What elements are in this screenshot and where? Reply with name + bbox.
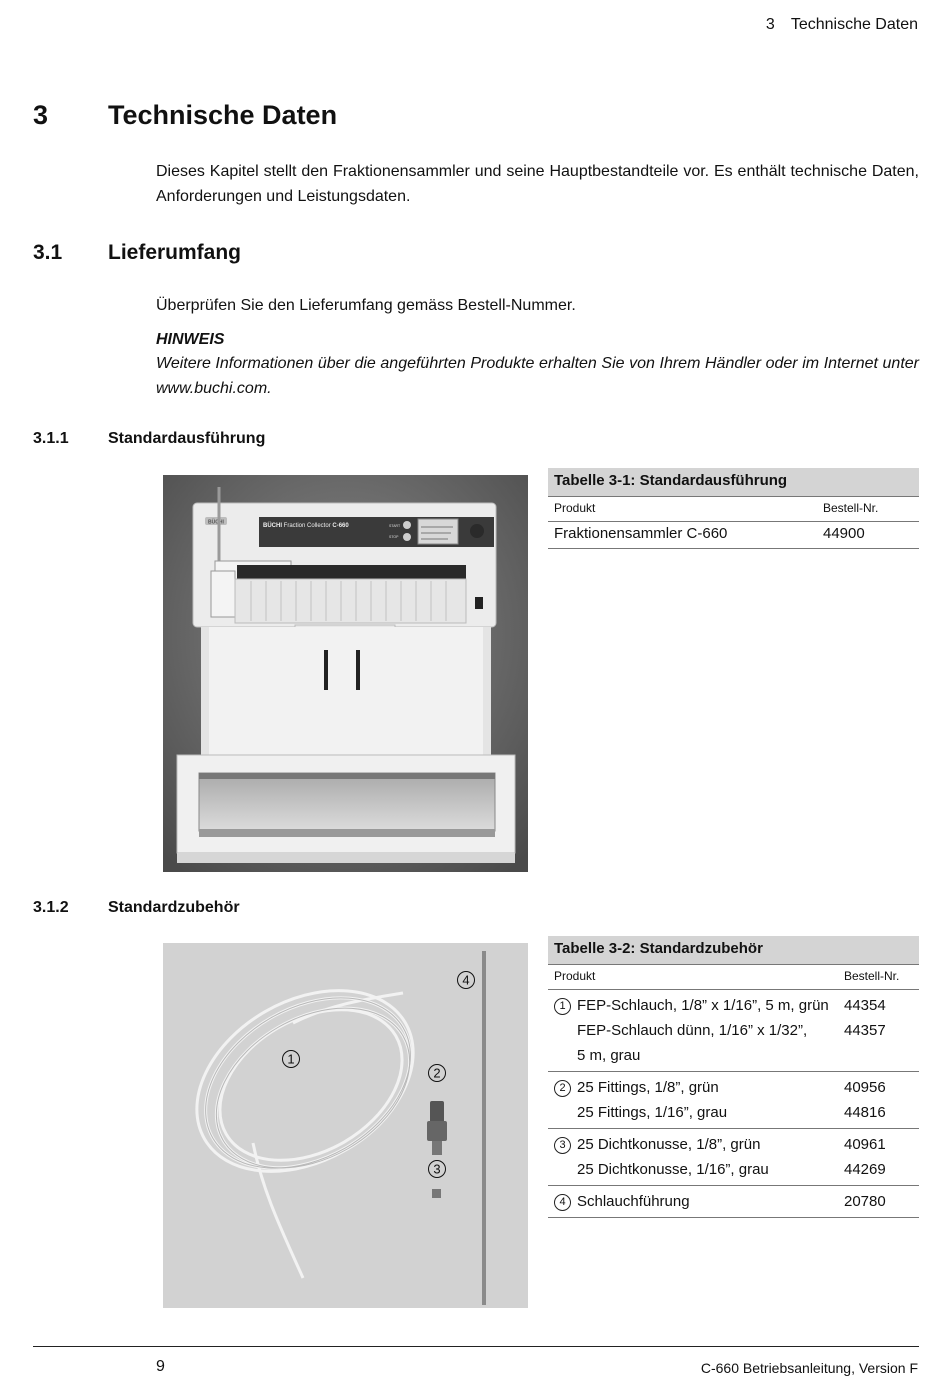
callout-4: 4 — [462, 972, 470, 988]
item-product: FEP-Schlauch, 1/8” x 1/16”, 5 m, grün — [577, 997, 829, 1014]
subsection-2-title: Standardzubehör — [108, 899, 240, 916]
chapter-intro: Dieses Kapitel stellt den Fraktionensammler und seine Hauptbestandteile vor. Es enthält technische Daten, Anforderungen und Leistungsdaten. — [156, 163, 919, 205]
start-label: START — [389, 524, 401, 528]
stop-label: STOP — [389, 535, 399, 539]
item-order: 40956 — [844, 1079, 886, 1096]
brand-badge: BÜCHI — [208, 519, 224, 526]
table-standard-accessories — [548, 936, 919, 1218]
callout-1: 1 — [287, 1051, 295, 1067]
item-product: 25 Dichtkonusse, 1/8”, grün — [577, 1136, 761, 1153]
table-1-caption: Tabelle 3-1: Standardausführung — [548, 468, 919, 497]
section-number: 3.1 — [33, 241, 63, 264]
marker-1: 1 — [554, 998, 571, 1015]
item-order: 40961 — [844, 1136, 886, 1153]
item-product: 25 Fittings, 1/16”, grau — [577, 1104, 728, 1121]
item-order: 44357 — [844, 1022, 886, 1039]
note-title: HINWEIS — [156, 331, 225, 348]
section-title: Lieferumfang — [108, 241, 242, 264]
table-row — [548, 990, 919, 1072]
table-2-col-order: Bestell-Nr. — [838, 965, 919, 990]
item-order: 44354 — [844, 997, 886, 1014]
document-title: C-660 Betriebsanleitung, Version F — [700, 1360, 918, 1376]
item-order: 20780 — [844, 1193, 886, 1210]
subsection-2-number: 3.1.2 — [33, 899, 69, 916]
marker-3: 3 — [554, 1137, 571, 1154]
table-row — [548, 522, 919, 549]
section-text: Überprüfen Sie den Lieferumfang gemäss Bestell-Nummer. — [156, 297, 576, 314]
table-1-col-product: Produkt — [548, 497, 817, 522]
accessories-photo — [163, 943, 528, 1308]
device-label: BÜCHI Fraction Collector C-660 — [263, 523, 349, 529]
item-order: 44816 — [844, 1104, 886, 1121]
chapter-number: 3 — [33, 100, 49, 130]
table-2-caption: Tabelle 3-2: Standardzubehör — [548, 936, 919, 965]
table-row — [548, 1129, 919, 1186]
item-product: 25 Dichtkonusse, 1/16”, grau — [577, 1161, 769, 1178]
marker-4: 4 — [554, 1194, 571, 1211]
page-number: 9 — [156, 1358, 165, 1375]
chapter-title: Technische Daten — [108, 100, 338, 130]
footer-divider — [33, 1346, 919, 1347]
running-header-title: Technische Daten — [790, 16, 918, 33]
callout-3: 3 — [433, 1161, 441, 1177]
table-standard-version — [548, 468, 919, 549]
item-product: Schlauchführung — [577, 1193, 690, 1210]
table-1-product: Fraktionensammler C-660 — [548, 522, 817, 549]
marker-2: 2 — [554, 1080, 571, 1097]
table-1-col-order: Bestell-Nr. — [817, 497, 919, 522]
table-row — [548, 1072, 919, 1129]
note-text: Weitere Informationen über die angeführten Produkte erhalten Sie von Ihrem Händler oder im Internet unter www.buchi.com. — [156, 355, 919, 397]
table-2-col-product: Produkt — [548, 965, 838, 990]
item-product: FEP-Schlauch dünn, 1/16” x 1/32”, — [577, 1022, 808, 1039]
item-product: 25 Fittings, 1/8”, grün — [577, 1079, 719, 1096]
running-header — [766, 16, 918, 34]
item-product: 5 m, grau — [577, 1047, 641, 1064]
subsection-1-title: Standardausführung — [108, 430, 266, 447]
subsection-1-number: 3.1.1 — [33, 430, 69, 447]
item-order: 44269 — [844, 1161, 886, 1178]
fraction-collector-photo — [163, 475, 528, 872]
running-header-number: 3 — [765, 16, 775, 33]
callout-2: 2 — [433, 1065, 441, 1081]
table-row — [548, 1186, 919, 1218]
table-1-order: 44900 — [817, 522, 919, 549]
